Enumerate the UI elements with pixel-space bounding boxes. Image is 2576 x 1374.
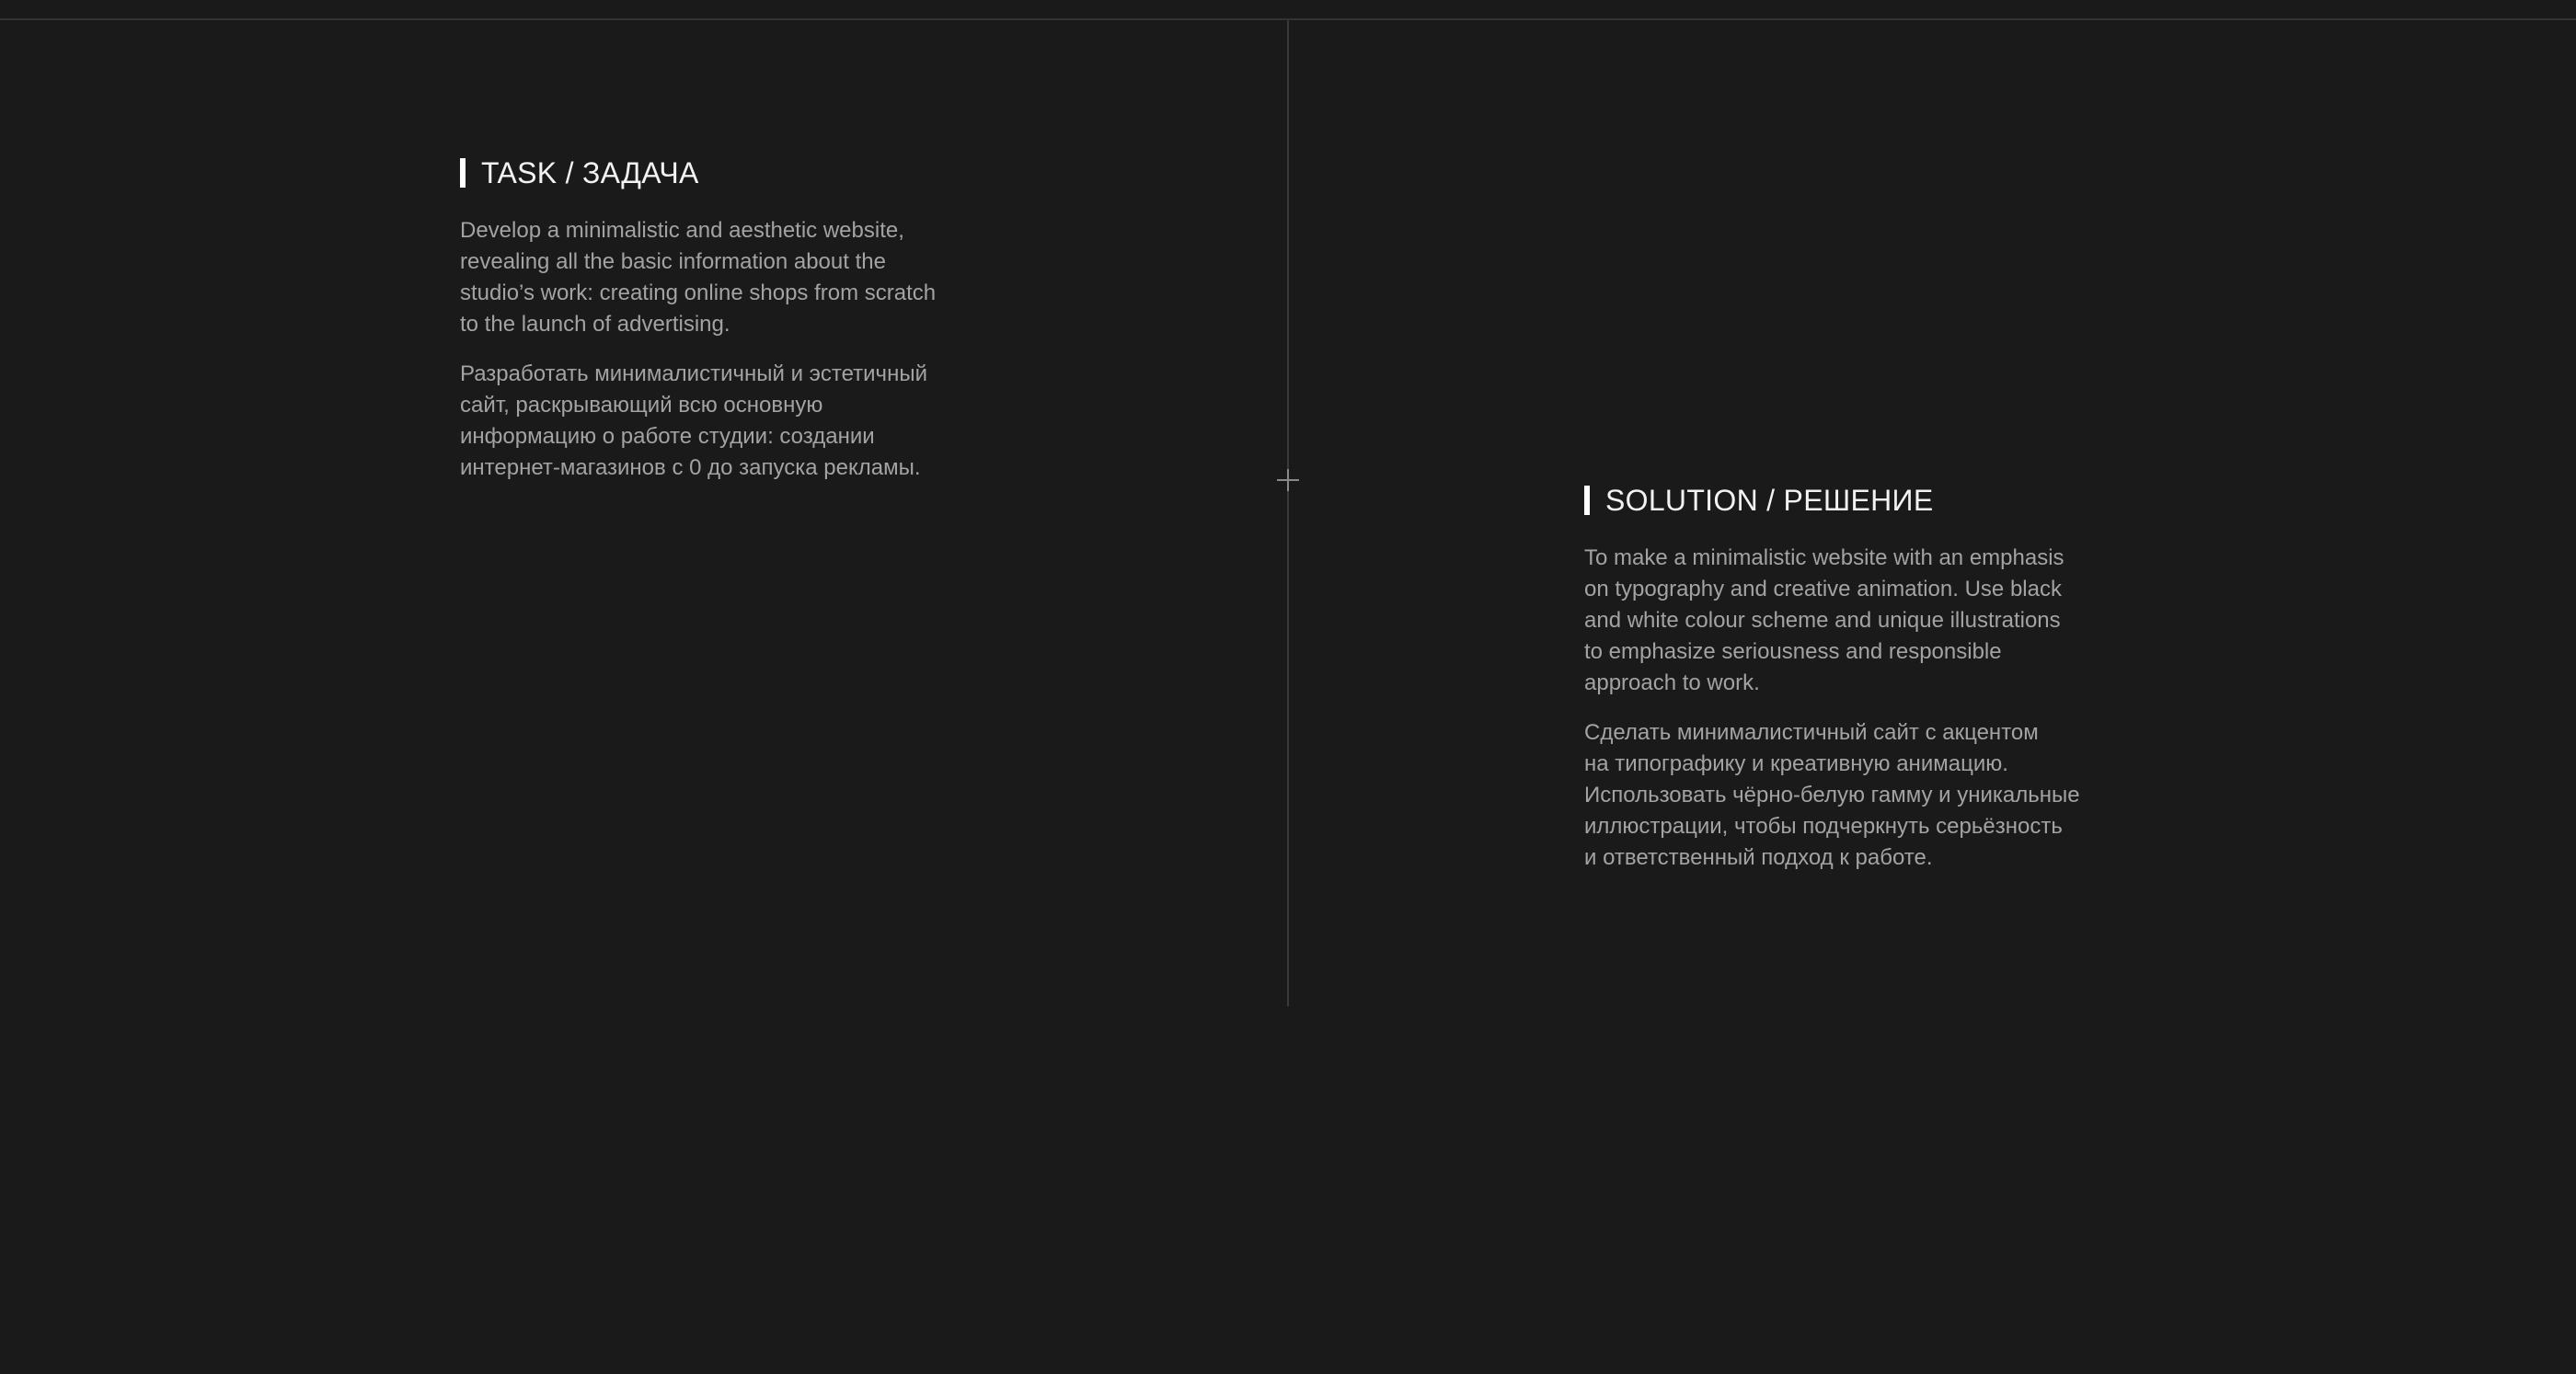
task-paragraph-en: Develop a minimalistic and aesthetic website, revealing all the basic information about the studio’s work: creating online shops from scratch to the launch of advertising. bbox=[460, 218, 937, 337]
crosshair-icon bbox=[1277, 469, 1299, 491]
task-paragraph-ru: Разработать минималистичный и эстетичный сайт, раскрывающий всю основную информацию о работе студии: создании интернет-магазинов с 0 до запуска рекламы. bbox=[460, 361, 927, 480]
solution-accent-bar bbox=[1584, 486, 1590, 515]
task-accent-bar bbox=[460, 158, 466, 188]
solution-paragraph-ru: Сделать минималистичный сайт с акцентом на типографику и креативную анимацию. Использовать чёрно-белую гамму и уникальные иллюстрации, чтобы подчеркнуть серьёзность и ответственный подход к работе. bbox=[1584, 720, 2080, 870]
solution-paragraph-en: To make a minimalistic website with an emphasis on typography and creative animation. Use black and white colour scheme and unique illustrations to emphasize seriousness and responsible approach to work. bbox=[1584, 545, 2064, 695]
task-heading bbox=[460, 155, 1012, 191]
solution-section bbox=[1584, 482, 2136, 892]
center-divider bbox=[1287, 20, 1289, 1006]
solution-heading bbox=[1584, 482, 2136, 519]
task-title: TASK / ЗАДАЧА bbox=[481, 156, 699, 189]
solution-title: SOLUTION / РЕШЕНИЕ bbox=[1605, 484, 1934, 517]
task-section bbox=[460, 155, 1012, 502]
